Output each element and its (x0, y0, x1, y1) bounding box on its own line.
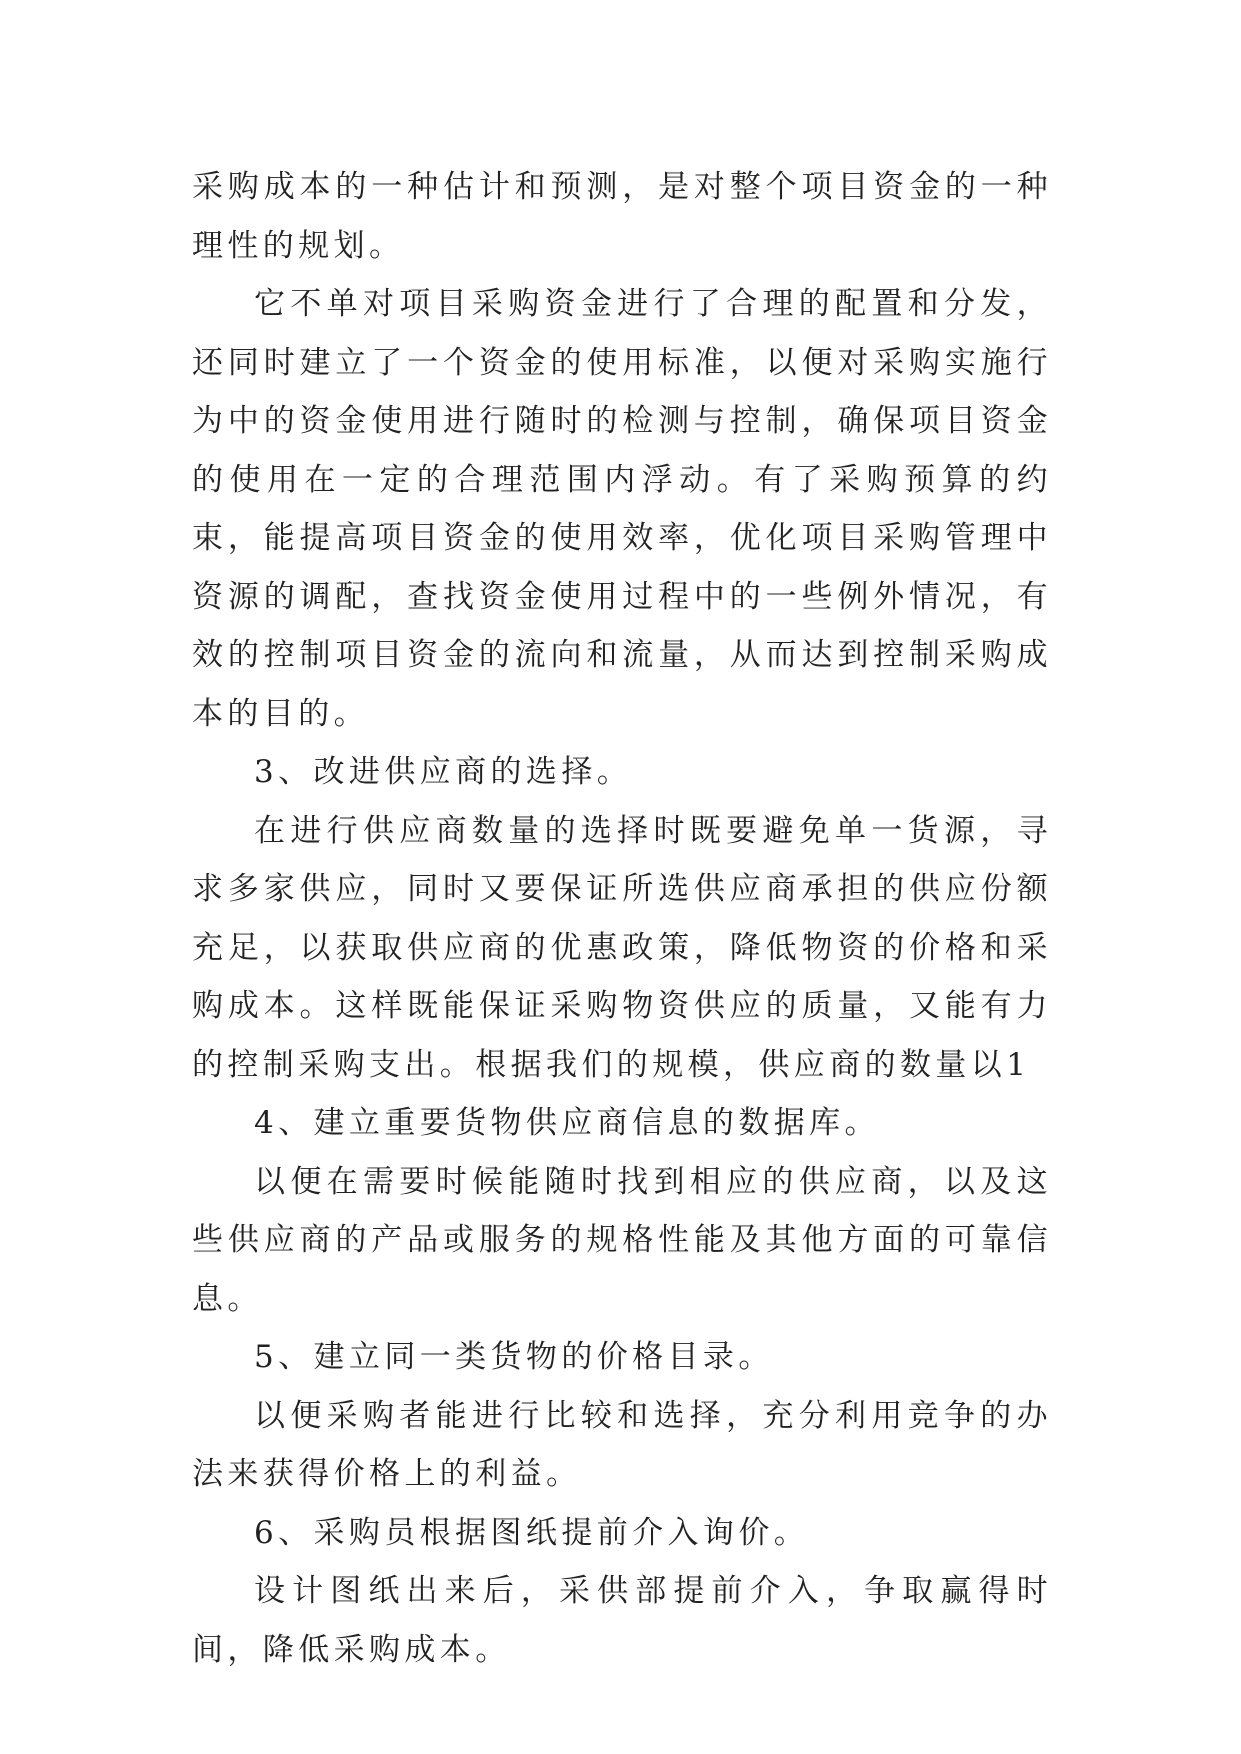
heading-5: 5、建立同一类货物的价格目录。 (254, 1339, 774, 1375)
paragraph-6: 设计图纸出来后，采供部提前介入，争取赢得时间，降低采购成本。 (192, 1573, 1052, 1668)
heading-6: 6、采购员根据图纸提前介入询价。 (254, 1514, 810, 1551)
paragraph-1: 采购成本的一种估计和预测，是对整个项目资金的一种理性的规划。 (192, 169, 1052, 264)
document-body (192, 158, 1052, 1679)
heading-3: 3、改进供应商的选择。 (254, 754, 633, 790)
paragraph-3: 在进行供应商数量的选择时既要避免单一货源，寻求多家供应，同时又要保证所选供应商承担的供应份额充足，以获取供应商的优惠政策，降低物资的价格和采购成本。这样既能保证采购物资供应的质量，又能有力的控制采购支出。根据我们的规模，供应商的数量以1 (192, 812, 1052, 1083)
paragraph-5: 以便采购者能进行比较和选择，充分利用竞争的办法来获得价格上的利益。 (192, 1397, 1052, 1492)
paragraph-4: 以便在需要时候能随时找到相应的供应商，以及这些供应商的产品或服务的规格性能及其他方面的可靠信息。 (192, 1163, 1052, 1317)
paragraph-2: 它不单对项目采购资金进行了合理的配置和分发，还同时建立了一个资金的使用标准，以便对采购实施行为中的资金使用进行随时的检测与控制，确保项目资金的使用在一定的合理范围内浮动。有了采购预算的约束，能提高项目资金的使用效率，优化项目采购管理中资源的调配，查找资金使用过程中的一些例外情况，有效的控制项目资金的流向和流量，从而达到控制采购成本的目的。 (192, 286, 1052, 732)
heading-4: 4、建立重要货物供应商信息的数据库。 (254, 1105, 880, 1141)
